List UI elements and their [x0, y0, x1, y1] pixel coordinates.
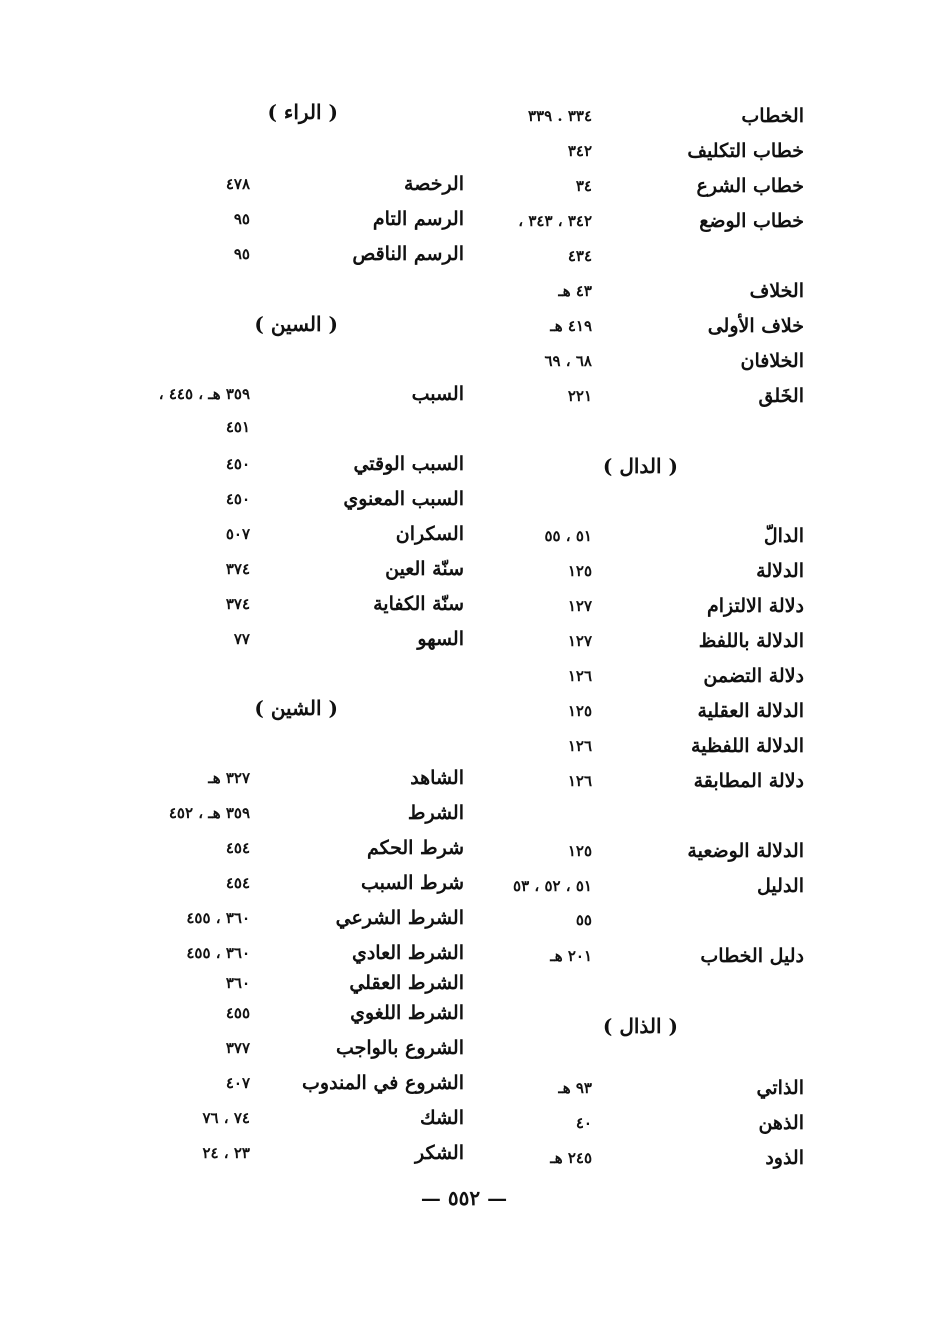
section-header: ( السين ) [254, 312, 338, 336]
index-term: الدلالة اللفظية [691, 735, 804, 757]
page-reference: ٣٣٤ . ٣٣٩ [527, 107, 592, 125]
index-term: الرسم الناقص [352, 243, 464, 265]
page-reference: ١٢٧ [567, 632, 592, 650]
page-reference: ١٢٦ [567, 772, 592, 790]
index-term: خلاف الأولى [707, 315, 804, 337]
index-term: خطاب الوضع [699, 210, 804, 232]
index-term: الشاهد [410, 767, 464, 789]
index-term: خطاب التكليف [687, 140, 804, 162]
index-term: الخَلق [758, 385, 804, 407]
index-term: شرط الحكم [366, 837, 464, 859]
page-reference: ٣٦٠ [225, 974, 250, 992]
index-term: الذود [765, 1147, 804, 1169]
index-term: السبب المعنوي [343, 488, 464, 510]
index-term: الشك [419, 1107, 464, 1129]
page-reference: ٣٧٤ [225, 595, 250, 613]
page-reference: ٣٧٧ [225, 1039, 250, 1057]
page-reference: ٢٣ ، ٢٤ [202, 1144, 250, 1162]
page-reference: ٢٤٥ هـ [550, 1149, 592, 1167]
page-reference: ٣٢٧ هـ [208, 769, 250, 787]
page-reference: ٥٥ [575, 911, 592, 929]
index-term: الشرط العادي [351, 942, 464, 964]
index-term: الخلاف [749, 280, 804, 302]
index-term: الذهن [758, 1112, 804, 1134]
index-term: دلالة المطابقة [693, 770, 804, 792]
page-reference: ٦٨ ، ٦٩ [544, 352, 592, 370]
index-term: شرط السبب [361, 872, 464, 894]
page-reference: ٣٧٤ [225, 560, 250, 578]
page-reference: ٣٤ [575, 177, 592, 195]
page-number: — ٥٥٢ — [420, 1186, 508, 1210]
page-reference: ٣٤٢ [567, 142, 592, 160]
page-reference: ٩٣ هـ [558, 1079, 592, 1097]
page-reference: ٤٧٨ [225, 175, 250, 193]
page-reference: ٢٠١ هـ [550, 947, 592, 965]
page-reference: ١٢٥ [567, 702, 592, 720]
page-reference: ٤٠ [575, 1114, 592, 1132]
index-term: سنّة العين [385, 558, 464, 580]
index-term: السبب [411, 383, 464, 405]
index-term: دلالة التضمن [703, 665, 804, 687]
index-term: الرسم التام [372, 208, 464, 230]
index-term: الدليل [757, 875, 804, 897]
page-reference: ٥١ ، ٥٢ ، ٥٣ [513, 877, 592, 895]
page-reference: ٤٥١ [225, 418, 250, 436]
index-term: الشروع بالواجب [336, 1037, 464, 1059]
page-reference: ٤٣٤ [567, 247, 592, 265]
page-reference: ٩٥ [233, 245, 250, 263]
index-term: دليل الخطاب [700, 945, 804, 967]
page-reference: ٣٥٩ هـ ، ٤٥٢ [168, 804, 250, 822]
section-header: ( الذال ) [602, 1014, 678, 1038]
page-reference: ٩٥ [233, 210, 250, 228]
index-term: الدالّ [763, 525, 804, 547]
page-reference: ٤٥٠ [225, 455, 250, 473]
page-reference: ١٢٦ [567, 737, 592, 755]
index-term: الشرط اللغوي [350, 1002, 464, 1024]
page-reference: ٣٤٢ ، ٣٤٣ ، [518, 212, 592, 230]
page-reference: ٤٠٧ [225, 1074, 250, 1092]
index-term: الشرط العقلي [349, 972, 464, 994]
index-term: الشكر [415, 1142, 464, 1164]
page-reference: ٤٥٥ [225, 1004, 250, 1022]
page-reference: ٥١ ، ٥٥ [544, 527, 592, 545]
page-reference: ٧٤ ، ٧٦ [202, 1109, 250, 1127]
index-term: الشروع في المندوب [302, 1072, 464, 1094]
index-term: الشرط الشرعي [335, 907, 464, 929]
section-header: ( الدال ) [602, 454, 678, 478]
page-reference: ٣٥٩ هـ ، ٤٤٥ ، [158, 385, 250, 403]
page-reference: ٤٥٤ [225, 839, 250, 857]
page-reference: ١٢٧ [567, 597, 592, 615]
index-term: الذاتي [756, 1077, 804, 1099]
page-reference: ٤٥٤ [225, 874, 250, 892]
page-reference: ١٢٥ [567, 842, 592, 860]
section-header: ( الراء ) [267, 100, 338, 124]
index-term: سنّة الكفاية [373, 593, 464, 615]
index-term: الخلافان [740, 350, 804, 372]
page-reference: ٥٠٧ [225, 525, 250, 543]
index-term: الدلالة باللفظ [698, 630, 804, 652]
page-reference: ٢٢١ [567, 387, 592, 405]
index-term: خطاب الشرع [696, 175, 804, 197]
index-term: الدلالة الوضعية [687, 840, 804, 862]
page-reference: ٣٦٠ ، ٤٥٥ [186, 944, 250, 962]
index-term: السبب الوقتي [353, 453, 464, 475]
index-term: السكران [395, 523, 464, 545]
index-term: السهو [417, 628, 464, 650]
index-term: دلالة الالتزام [706, 595, 804, 617]
index-term: الرخصة [404, 173, 464, 195]
page-reference: ٤٥٠ [225, 490, 250, 508]
page-reference: ١٢٥ [567, 562, 592, 580]
index-term: الشرط [407, 802, 464, 824]
page-reference: ٤٣ هـ [558, 282, 592, 300]
index-term: الخطاب [741, 105, 804, 127]
page-reference: ٧٧ [233, 630, 250, 648]
page-reference: ١٢٦ [567, 667, 592, 685]
page-reference: ٤١٩ هـ [550, 317, 592, 335]
page-reference: ٣٦٠ ، ٤٥٥ [186, 909, 250, 927]
index-term: الدلالة [756, 560, 804, 582]
section-header: ( الشين ) [254, 696, 338, 720]
index-term: الدلالة العقلية [697, 700, 804, 722]
